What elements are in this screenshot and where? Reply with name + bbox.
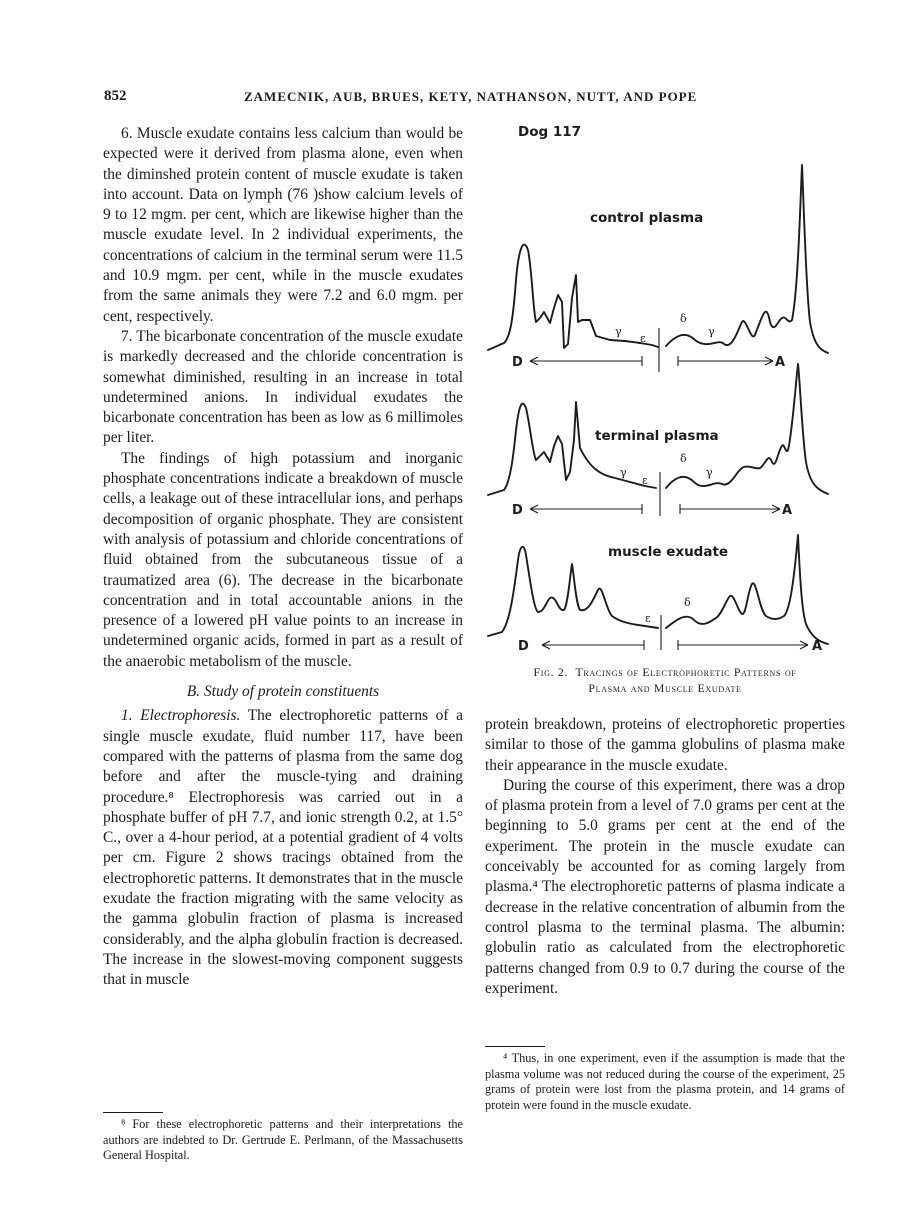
footnote-right — [485, 1046, 845, 1113]
panel-label-exudate: muscle exudate — [608, 544, 729, 560]
right-column — [485, 715, 845, 999]
marker-d-exudate: D — [518, 639, 529, 654]
marker-a-terminal: A — [782, 503, 793, 518]
marker-a-exudate: A — [812, 639, 823, 654]
paragraph-calcium: 6. Muscle exudate contains less calcium than would be expected were it derived from plasma alone, even when the diminshed protein content of muscle exudate is taken into account. Data on lymph (76 )show calcium levels of 9 to 12 mgm. per cent, which are likewise higher than the muscle exudate level. In 2 individual experiments, the concentrations of calcium in the terminal serum were 11.5 and 10.9 mgm. per cent, while in the muscle exudates from the same animals they were 7.2 and 6.0 mgm. per cent, respectively. — [103, 125, 463, 325]
section-subheading: B. Study of protein constituents — [186, 683, 380, 701]
electrophoresis-label: 1. Electrophoresis. — [121, 707, 241, 725]
greek-epsilon-exudate: ε — [645, 612, 651, 625]
trace-exudate-descending — [488, 547, 658, 636]
panel-label-terminal: terminal plasma — [595, 428, 719, 444]
electrophoresis-text: The electrophoretic patterns of a single muscle exudate, fluid number 117, have been compared with the patterns of plasma from the same dog before and after the muscle-tying and draining procedure.⁸ Electrophoresis was carried out in a phosphate buffer of pH 7.7, and ionic strength 0.2, at 1.5° C., over a 4-hour period, at a potential gradient of 4 volts per cm. Figure 2 shows tracings obtained from the electrophoretic patterns. It demonstrates that in the muscle exudate the fraction migrating with the same velocity as the gamma globulin fraction of plasma is increased considerably, and the alpha globulin fraction is decreased. The increase in the slowest-moving component suggests that in muscle — [103, 707, 463, 989]
marker-d-control: D — [512, 355, 523, 370]
electrophoresis-figure — [480, 150, 845, 660]
trace-control-ascending — [666, 165, 828, 353]
marker-a-control: A — [775, 355, 786, 370]
greek-delta-control: δ — [680, 312, 687, 325]
paragraph-electrophoresis — [103, 706, 463, 990]
caption-line-1 — [485, 664, 845, 680]
greek-delta-exudate: δ — [684, 596, 691, 609]
greek-gamma2-control: γ — [708, 325, 715, 338]
caption-text-1: Tracings of Electrophoretic Patterns of — [575, 665, 797, 679]
greek-delta-terminal: δ — [680, 452, 687, 465]
greek-gamma2-terminal: γ — [706, 466, 713, 479]
marker-d-terminal: D — [512, 503, 523, 518]
footnote-left — [103, 1112, 463, 1164]
figure-caption — [485, 664, 845, 696]
footnote-8: ⁸ For these electrophoretic patterns and their interpretations the authors are indebted to Dr. Gertrude E. Perlmann, of the Massachusetts General Hospital. — [103, 1117, 463, 1162]
footnote-4: ⁴ Thus, in one experiment, even if the assumption is made that the plasma volume was not reduced during the course of the experiment, 25 grams of protein were lost from the plasma protein, and 14 grams of protein were found in the muscle exudate. — [485, 1051, 845, 1112]
trace-terminal-descending — [488, 402, 656, 495]
caption-line-2: Plasma and Muscle Exudate — [588, 681, 742, 695]
panel-label-control: control plasma — [590, 210, 704, 226]
footnote-rule — [103, 1112, 163, 1113]
running-title: ZAMECNIK, AUB, BRUES, KETY, NATHANSON, NUTT, AND POPE — [244, 89, 698, 104]
running-header — [104, 88, 804, 110]
paragraph-during-course: During the course of this experiment, there was a drop of plasma protein from a level of 7.0 grams per cent at the beginning to 5.0 grams per cent at the end of the experiment. The protein in the muscle exudate can conceivably be accounted for as coming largely from plasma.⁴ The electrophoretic patterns of plasma indicate a decrease in the relative concentration of albumin from the control plasma to the terminal plasma. The albumin: globulin ratio as calculated from the electrophoretic patterns changed from 0.9 to 0.7 during the course of the experiment. — [485, 776, 845, 997]
panel-control-plasma — [488, 165, 828, 372]
caption-fig-number: Fig. 2. — [533, 665, 569, 679]
trace-control-descending — [488, 245, 658, 350]
greek-epsilon-terminal: ε — [642, 474, 648, 487]
paragraph-findings: The findings of high potassium and inorganic phosphate concentrations indicate a breakdown of muscle cells, a leakage out of these intracellular ions, and perhaps decomposition of organic phosphate. They are consistent with analysis of potassium and chloride concentrations of fluid obtained from the subcutaneous tissue of a traumatized area (6). The decrease in the bicarbonate concentration and in total accountable anions in the presence of a lowered pH value points to an increase in undetermined organic acids, formed in part as a result of the anaerobic metabolism of the muscle. — [103, 449, 463, 670]
greek-gamma-terminal: γ — [620, 466, 627, 479]
page-number: 852 — [104, 88, 127, 104]
paragraph-continued: protein breakdown, proteins of electrophoretic properties similar to those of the gamma globulins of plasma make their appearance in the muscle exudate. — [485, 716, 845, 774]
greek-epsilon-control: ε — [640, 332, 646, 345]
panel-terminal-plasma — [488, 364, 828, 518]
panel-muscle-exudate — [488, 535, 828, 654]
paragraph-bicarbonate: 7. The bicarbonate concentration of the muscle exudate is markedly decreased and the chloride concentration is somewhat diminished, resulting in an increase in total undetermined anions. In individual exudates the bicarbonate concentration has been as low as 6 millimoles per liter. — [103, 327, 463, 447]
footnote-rule-right — [485, 1046, 545, 1047]
figure-title: Dog 117 — [518, 124, 582, 140]
left-column — [103, 124, 463, 990]
greek-gamma-control: γ — [615, 325, 622, 338]
